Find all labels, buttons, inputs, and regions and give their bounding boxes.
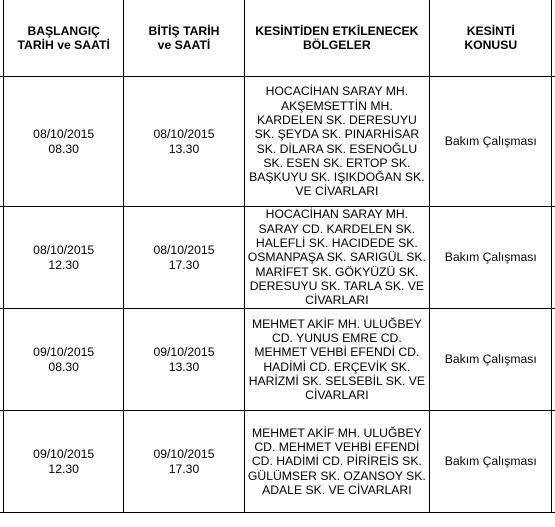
header-end-datetime: BİTİŞ TARİH ve SAATİ — [124, 0, 244, 77]
affected-regions-text: HOCACİHAN SARAY MH. SARAY CD. KARDELEN SK. HALEFLİ SK. HACIDEDE SK. OSMANPAŞA SK. SARIGÜL SK. MARİFET SK. GÖKYÜZÜ SK. DERESUYU SK. TARLA SK. VE CİVARLARI — [247, 207, 426, 308]
table-row — [0, 309, 555, 411]
outage-topic-cell: Bakım Çalışması — [430, 207, 552, 309]
affected-regions-text: HOCACİHAN SARAY MH. AKŞEMSETTİN MH. KARDELEN SK. DERESUYU SK. ŞEYDA SK. PINARHİSAR SK. DİLARA SK. ESENOĞLU SK. ESEN SK. ERTOP SK. BAŞKUYU SK. IŞIKDOĞAN SK. VE CİVARLARI — [249, 84, 425, 199]
table-row — [0, 77, 555, 207]
start-datetime-cell: 08/10/2015 08.30 — [4, 77, 124, 207]
affected-regions-cell — [244, 77, 429, 207]
affected-regions-cell — [244, 309, 429, 411]
end-datetime-cell: 09/10/2015 13.30 — [124, 309, 244, 411]
affected-regions-text: MEHMET AKİF MH. ULUĞBEY CD. MEHMET VEHBİ EFENDİ CD. HADİMİ CD. PİRİREİS SK. GÜLÜMSER SK. OZANSOY SK. ADALE SK. VE CİVARLARI — [247, 425, 426, 497]
table-header-row — [0, 0, 555, 77]
affected-regions-cell — [244, 411, 429, 513]
affected-regions-cell — [244, 207, 429, 309]
table-row — [0, 207, 555, 309]
outage-topic-cell: Bakım Çalışması — [430, 77, 552, 207]
end-datetime-cell: 08/10/2015 13.30 — [124, 77, 244, 207]
end-datetime-cell: 08/10/2015 17.30 — [124, 207, 244, 309]
header-outage-topic: KESİNTİ KONUSU — [430, 0, 552, 77]
start-datetime-cell: 09/10/2015 12.30 — [4, 411, 124, 513]
outage-topic-cell: Bakım Çalışması — [430, 411, 552, 513]
end-datetime-cell: 09/10/2015 17.30 — [124, 411, 244, 513]
outage-topic-cell: Bakım Çalışması — [430, 309, 552, 411]
affected-regions-text: MEHMET AKİF MH. ULUĞBEY CD. YUNUS EMRE CD. MEHMET VEHBİ EFENDİ CD. HADİMİ CD. ERÇEVİK SK. HARİZMİ SK. SELSEBİL SK. VE CİVARLARI — [248, 316, 426, 403]
header-start-datetime: BAŞLANGIÇ TARİH ve SAATİ — [4, 0, 124, 77]
header-affected-regions: KESİNTİDEN ETKİLENECEK BÖLGELER — [244, 0, 429, 77]
table-row — [0, 411, 555, 513]
start-datetime-cell: 09/10/2015 08.30 — [4, 309, 124, 411]
start-datetime-cell: 08/10/2015 12.30 — [4, 207, 124, 309]
